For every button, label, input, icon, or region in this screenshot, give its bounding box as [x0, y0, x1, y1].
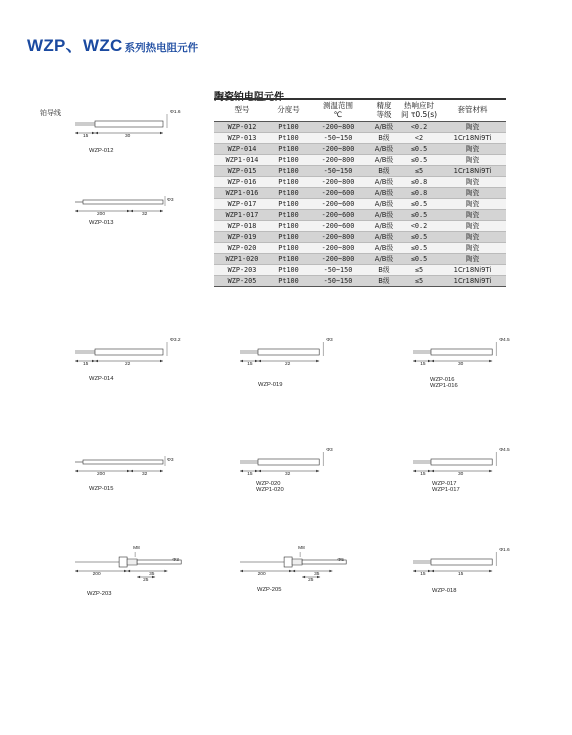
table-cell: ≤5: [399, 275, 439, 286]
dimension-label: 30: [458, 362, 464, 367]
page-header: [27, 31, 198, 56]
drawing-svg: [75, 340, 195, 380]
dimension-label: 200: [257, 572, 266, 577]
table-header-cell: 套管材料: [439, 99, 506, 121]
thread: [292, 559, 302, 565]
drawing-svg: [413, 550, 523, 590]
table-row: [214, 187, 506, 198]
drawing-caption-line: WZP-016: [430, 377, 455, 383]
table-cell: A/B级: [369, 198, 399, 209]
table-cell: A/B级: [369, 242, 399, 253]
table-header-cell: 测温范围 ℃: [307, 99, 369, 121]
dimension-arrow: [127, 470, 130, 472]
drawing-caption-line: WZP-014: [89, 376, 114, 382]
steel-sheath: [83, 200, 163, 204]
sensor-drawing: [75, 546, 200, 590]
dimension-arrow: [413, 470, 416, 472]
table-cell: 1Cr18Ni9Ti: [439, 264, 506, 275]
dimension-arrow: [489, 360, 492, 362]
drawing-caption: [89, 376, 113, 382]
dimension-arrow: [316, 360, 319, 362]
drawing-caption: [257, 587, 281, 593]
table-cell: WZP1-017: [214, 209, 270, 220]
dimension-arrow: [75, 360, 78, 362]
table-cell: -200~800: [307, 154, 369, 165]
drawing-caption: [89, 148, 113, 154]
table-cell: Pt100: [270, 198, 307, 209]
dimension-arrow: [92, 132, 95, 134]
table-cell: A/B级: [369, 143, 399, 154]
table-cell: ≤0.5: [399, 253, 439, 264]
dimension-label: Φ4.5: [499, 448, 510, 453]
table-cell: WZP-019: [214, 231, 270, 242]
sensor-drawing: [413, 450, 523, 490]
table-cell: WZP-012: [214, 121, 270, 132]
drawing-caption: [432, 481, 460, 493]
dimension-label: 30: [458, 472, 464, 477]
dimension-label: 22: [285, 362, 291, 367]
drawing-caption-line: WZP-203: [87, 591, 112, 597]
dimension-arrow: [127, 570, 130, 572]
table-row: [214, 253, 506, 264]
dimension-label: 15: [247, 362, 253, 367]
table-row: [214, 198, 506, 209]
dimension-arrow: [75, 132, 78, 134]
table-cell: WZP-016: [214, 176, 270, 187]
dimension-arrow: [431, 470, 434, 472]
table-cell: WZP1-014: [214, 154, 270, 165]
dimension-arrow: [428, 570, 431, 572]
drawing-caption-line: WZP-012: [89, 148, 114, 154]
dimension-label: 200: [92, 572, 101, 577]
table-cell: <2: [399, 132, 439, 143]
drawing-caption: [89, 220, 113, 226]
dimension-arrow: [160, 360, 163, 362]
dimension-label: 25: [308, 578, 314, 583]
dimension-label: Φ3: [172, 558, 179, 563]
table-cell: -200~600: [307, 220, 369, 231]
table-cell: Pt100: [270, 220, 307, 231]
dimension-arrow: [75, 470, 78, 472]
ceramic-body: [95, 349, 163, 355]
table-cell: Pt100: [270, 165, 307, 176]
table-cell: B级: [369, 275, 399, 286]
table-cell: Pt100: [270, 264, 307, 275]
dimension-arrow: [316, 470, 319, 472]
ceramic-body: [95, 121, 163, 127]
drawing-caption-line: WZP1-016: [430, 383, 458, 389]
table-cell: -200~800: [307, 242, 369, 253]
drawing-svg: [240, 340, 350, 380]
table-row: [214, 209, 506, 220]
dimension-label: 30: [125, 134, 131, 139]
table-cell: <0.2: [399, 121, 439, 132]
table-row: [214, 132, 506, 143]
table-cell: Pt100: [270, 253, 307, 264]
table-cell: 陶瓷: [439, 121, 506, 132]
header-title: WZP、WZC: [27, 36, 123, 55]
dimension-label: 15: [83, 134, 89, 139]
dimension-arrow: [428, 360, 431, 362]
table-body: [214, 121, 506, 286]
table-header-cell: 精度 等级: [369, 99, 399, 121]
dimension-arrow: [255, 360, 258, 362]
table-cell: -50~150: [307, 165, 369, 176]
table-cell: 陶瓷: [439, 143, 506, 154]
table-cell: ≤0.5: [399, 242, 439, 253]
table-cell: Pt100: [270, 176, 307, 187]
sensor-drawing: [75, 450, 195, 490]
drawing-caption: [256, 481, 284, 493]
dimension-arrow: [95, 132, 98, 134]
dimension-label: 15: [420, 472, 426, 477]
table-header-cell: 分度号: [270, 99, 307, 121]
table-cell: A/B级: [369, 253, 399, 264]
dimension-arrow: [130, 210, 133, 212]
table-cell: Pt100: [270, 132, 307, 143]
table-cell: -50~150: [307, 275, 369, 286]
table-cell: A/B级: [369, 209, 399, 220]
drawing-caption: [89, 486, 113, 492]
dimension-arrow: [160, 132, 163, 134]
dimension-arrow: [137, 576, 140, 578]
table-row: [214, 242, 506, 253]
table-cell: <0.2: [399, 220, 439, 231]
dimension-arrow: [289, 570, 292, 572]
table-cell: WZP-014: [214, 143, 270, 154]
dimension-label: Φ3: [167, 198, 174, 203]
table-cell: Pt100: [270, 154, 307, 165]
sensor-drawing: [413, 550, 523, 590]
dimension-label: 200: [97, 212, 106, 217]
dimension-arrow: [95, 360, 98, 362]
sensor-drawing: [75, 112, 195, 152]
drawing-caption: [432, 588, 456, 594]
table-cell: WZP-020: [214, 242, 270, 253]
dimension-arrow: [431, 570, 434, 572]
dimension-label: 25: [143, 578, 149, 583]
table-cell: -200~600: [307, 187, 369, 198]
table-row: [214, 231, 506, 242]
dimension-label: 35: [149, 572, 155, 577]
table-cell: -200~800: [307, 121, 369, 132]
dimension-label: Φ5: [337, 558, 344, 563]
table-cell: WZP-017: [214, 198, 270, 209]
table-cell: -200~600: [307, 209, 369, 220]
dimension-arrow: [255, 470, 258, 472]
table-cell: 陶瓷: [439, 242, 506, 253]
table-cell: WZP-205: [214, 275, 270, 286]
table-row: [214, 176, 506, 187]
table-cell: 陶瓷: [439, 187, 506, 198]
table-cell: 陶瓷: [439, 209, 506, 220]
dimension-arrow: [292, 570, 295, 572]
dimension-arrow: [413, 360, 416, 362]
table-cell: A/B级: [369, 176, 399, 187]
table-cell: A/B级: [369, 121, 399, 132]
table-cell: B级: [369, 264, 399, 275]
table-header-row: [214, 99, 506, 121]
table-cell: A/B级: [369, 231, 399, 242]
table-cell: WZP-015: [214, 165, 270, 176]
drawing-caption-line: WZP-205: [257, 587, 282, 593]
dimension-arrow: [329, 570, 332, 572]
table-cell: ≤0.8: [399, 187, 439, 198]
dimension-label: 32: [142, 472, 148, 477]
steel-sheath: [83, 460, 163, 464]
dimension-label: 32: [285, 472, 291, 477]
dimension-arrow: [489, 570, 492, 572]
dimension-label: Φ1.6: [499, 548, 510, 553]
table-cell: -200~800: [307, 143, 369, 154]
dimension-arrow: [302, 576, 305, 578]
dimension-arrow: [75, 210, 78, 212]
table-cell: 陶瓷: [439, 253, 506, 264]
sensor-drawing: [240, 546, 365, 590]
table-cell: 1Cr18Ni9Ti: [439, 165, 506, 176]
drawing-caption-line: WZP1-020: [256, 487, 284, 493]
table-row: [214, 121, 506, 132]
table-cell: ≤0.5: [399, 231, 439, 242]
dimension-arrow: [240, 360, 243, 362]
table-cell: -50~150: [307, 132, 369, 143]
table-cell: A/B级: [369, 220, 399, 231]
table-cell: ≤5: [399, 264, 439, 275]
thread: [127, 559, 137, 565]
table-cell: ≤0.5: [399, 143, 439, 154]
table-cell: B级: [369, 165, 399, 176]
dimension-label: 15: [247, 472, 253, 477]
table-header-cell: 型号: [214, 99, 270, 121]
table-row: [214, 154, 506, 165]
table-header-cell: 热响应时 间 τ0.5(s): [399, 99, 439, 121]
table-cell: -200~800: [307, 253, 369, 264]
drawing-caption-line: WZP-017: [432, 481, 457, 487]
table-cell: A/B级: [369, 154, 399, 165]
drawing-svg: [413, 340, 523, 380]
table-cell: ≤5: [399, 165, 439, 176]
hex-nut: [119, 557, 127, 567]
drawing-caption-line: WZP-019: [258, 382, 283, 388]
dimension-label: Φ1.6: [170, 110, 181, 115]
table-cell: Pt100: [270, 121, 307, 132]
drawing-caption-line: WZP-020: [256, 481, 281, 487]
drawing-svg: [75, 112, 195, 152]
ceramic-body: [431, 459, 492, 465]
hex-nut: [284, 557, 292, 567]
table-cell: -200~800: [307, 231, 369, 242]
ceramic-body: [258, 459, 319, 465]
table-cell: Pt100: [270, 242, 307, 253]
dimension-label: M8: [298, 546, 305, 551]
dimension-arrow: [127, 210, 130, 212]
drawing-svg: [75, 450, 195, 490]
dimension-arrow: [489, 470, 492, 472]
spec-table: [214, 99, 506, 287]
dimension-label: 15: [420, 362, 426, 367]
drawing-caption-line: WZP-013: [89, 220, 114, 226]
table-cell: ≤0.5: [399, 198, 439, 209]
table-cell: -200~800: [307, 176, 369, 187]
table-cell: 陶瓷: [439, 220, 506, 231]
table-cell: ≤0.8: [399, 176, 439, 187]
ceramic-body: [431, 559, 492, 565]
dimension-arrow: [431, 360, 434, 362]
dimension-arrow: [92, 360, 95, 362]
dimension-label: 15: [83, 362, 89, 367]
table-row: [214, 165, 506, 176]
drawing-caption-line: WZP-018: [432, 588, 457, 594]
table-cell: Pt100: [270, 187, 307, 198]
dimension-label: 15: [458, 572, 464, 577]
dimension-label: Φ3: [167, 458, 174, 463]
sensor-drawing: [413, 340, 523, 380]
dimension-label: Φ3: [326, 338, 333, 343]
dimension-arrow: [160, 210, 163, 212]
table-cell: 陶瓷: [439, 231, 506, 242]
table-cell: 陶瓷: [439, 198, 506, 209]
dimension-label: 200: [97, 472, 106, 477]
dimension-label: M8: [133, 546, 140, 551]
table-cell: A/B级: [369, 187, 399, 198]
dimension-arrow: [428, 470, 431, 472]
table-cell: WZP-013: [214, 132, 270, 143]
table-cell: Pt100: [270, 275, 307, 286]
drawing-caption: [87, 591, 111, 597]
dimension-arrow: [75, 570, 78, 572]
dimension-label: Φ3.2: [170, 338, 181, 343]
table-cell: Pt100: [270, 231, 307, 242]
dimension-arrow: [130, 470, 133, 472]
table-row: [214, 264, 506, 275]
header-subtitle: 系列热电阻元件: [124, 42, 199, 54]
drawing-svg: [75, 550, 200, 590]
table-cell: Pt100: [270, 209, 307, 220]
drawing-caption-line: WZP-015: [89, 486, 114, 492]
dimension-arrow: [124, 570, 127, 572]
drawing-svg: [413, 450, 523, 490]
dimension-label: 35: [314, 572, 320, 577]
dimension-arrow: [160, 470, 163, 472]
table-cell: 陶瓷: [439, 176, 506, 187]
ceramic-body: [258, 349, 319, 355]
table-cell: 1Cr18Ni9Ti: [439, 132, 506, 143]
dimension-label: 22: [125, 362, 131, 367]
dimension-arrow: [240, 570, 243, 572]
dimension-arrow: [258, 360, 261, 362]
table-cell: 1Cr18Ni9Ti: [439, 275, 506, 286]
sensor-drawing: [240, 340, 350, 380]
drawing-caption: [258, 382, 282, 388]
table-cell: -200~600: [307, 198, 369, 209]
dimension-label: Φ3: [326, 448, 333, 453]
drawing-svg: [240, 550, 365, 590]
lead-wire-label: 铂导线: [40, 109, 61, 117]
dimension-label: 32: [142, 212, 148, 217]
ceramic-body: [431, 349, 492, 355]
dimension-label: 15: [420, 572, 426, 577]
table-cell: B级: [369, 132, 399, 143]
table-cell: WZP-018: [214, 220, 270, 231]
table-row: [214, 220, 506, 231]
table-cell: ≤0.5: [399, 209, 439, 220]
dimension-label: Φ4.5: [499, 338, 510, 343]
table-cell: Pt100: [270, 143, 307, 154]
dimension-arrow: [413, 570, 416, 572]
table-cell: ≤0.5: [399, 154, 439, 165]
dimension-arrow: [240, 470, 243, 472]
drawing-caption: [430, 377, 458, 389]
table-cell: WZP1-016: [214, 187, 270, 198]
table-cell: WZP-203: [214, 264, 270, 275]
dimension-arrow: [258, 470, 261, 472]
table-row: [214, 143, 506, 154]
table-cell: 陶瓷: [439, 154, 506, 165]
dimension-arrow: [164, 570, 167, 572]
drawing-caption-line: WZP1-017: [432, 487, 460, 493]
table-row: [214, 275, 506, 286]
table-cell: WZP1-020: [214, 253, 270, 264]
sensor-drawing: [75, 340, 195, 380]
table-cell: -50~150: [307, 264, 369, 275]
